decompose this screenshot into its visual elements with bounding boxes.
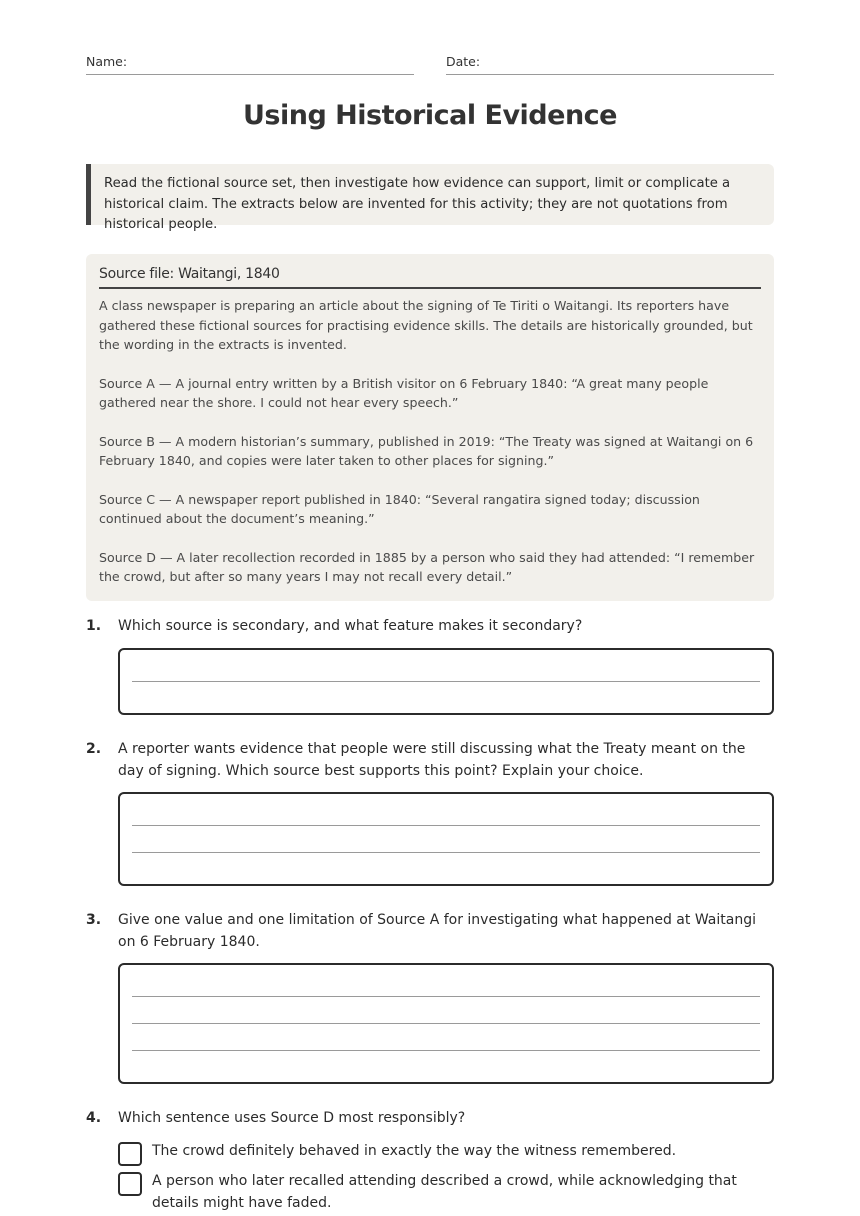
- source-c: Source C — A newspaper report published in 1840: “Several rangatira signed today; discussion continued about the document’s meaning.”: [99, 491, 700, 526]
- answer-line: [132, 1023, 760, 1024]
- answer-line: [132, 1050, 760, 1051]
- answer-line: [132, 852, 760, 853]
- question-text: Which source is secondary, and what feature makes it secondary?: [118, 618, 583, 634]
- name-label: Name:: [86, 54, 128, 69]
- intro-callout: Read the fictional source set, then investigate how evidence can support, limit or complicate a historical claim. The extracts below are invented for this activity; they are not quotations from historical people.: [86, 164, 774, 225]
- question-number: 4.: [86, 1110, 102, 1126]
- source-file-text: [99, 296, 761, 587]
- answer-box-2[interactable]: [118, 792, 774, 886]
- checkbox[interactable]: [118, 1172, 142, 1196]
- answer-line: [132, 681, 760, 682]
- answer-box-1[interactable]: [118, 648, 774, 715]
- question-number: 3.: [86, 912, 102, 928]
- source-file-panel: [86, 254, 774, 601]
- question-text: Give one value and one limitation of Source A for investigating what happened at Waitangi on 6 February 1840.: [118, 912, 756, 950]
- source-file-title: Source file: Waitangi, 1840: [99, 266, 761, 289]
- answer-line: [132, 996, 760, 997]
- question-text: A reporter wants evidence that people were still discussing what the Treaty meant on the day of signing. Which source best supports this point? Explain your choice.: [118, 741, 746, 779]
- date-label: Date:: [446, 54, 481, 69]
- option-text: A person who later recalled attending described a crowd, while acknowledging that details might have faded.: [152, 1173, 737, 1211]
- question-1: [86, 615, 774, 637]
- date-field[interactable]: [446, 54, 774, 75]
- question-number: 1.: [86, 618, 102, 634]
- source-file-description: A class newspaper is preparing an article about the signing of Te Tiriti o Waitangi. Its reporters have gathered these fictional sources for practising evidence skills. The details are historically grounded, but the wording in the extracts is invented.: [99, 298, 753, 352]
- source-b: Source B — A modern historian’s summary, published in 2019: “The Treaty was signed at Waitangi on 6 February 1840, and copies were later taken to other places for signing.”: [99, 433, 754, 468]
- name-field[interactable]: [86, 54, 414, 75]
- checkbox[interactable]: [118, 1142, 142, 1166]
- question-number: 2.: [86, 741, 102, 757]
- question-2: [86, 738, 774, 782]
- page-title: Using Historical Evidence: [242, 100, 617, 131]
- option-2[interactable]: [118, 1170, 774, 1214]
- question-3: [86, 909, 774, 953]
- source-a: Source A — A journal entry written by a British visitor on 6 February 1840: “A great many people gathered near the shore. I could not hear every speech.”: [99, 375, 709, 410]
- answer-box-3[interactable]: [118, 963, 774, 1084]
- option-1[interactable]: [118, 1140, 774, 1162]
- answer-line: [132, 825, 760, 826]
- option-text: The crowd definitely behaved in exactly the way the witness remembered.: [152, 1143, 677, 1159]
- source-d: Source D — A later recollection recorded in 1885 by a person who said they had attended: “I remember the crowd, but after so many years I may not recall every detail.”: [99, 549, 755, 584]
- question-4: [86, 1107, 774, 1211]
- student-info-fields: [86, 54, 774, 75]
- question-text: Which sentence uses Source D most responsibly?: [118, 1110, 466, 1126]
